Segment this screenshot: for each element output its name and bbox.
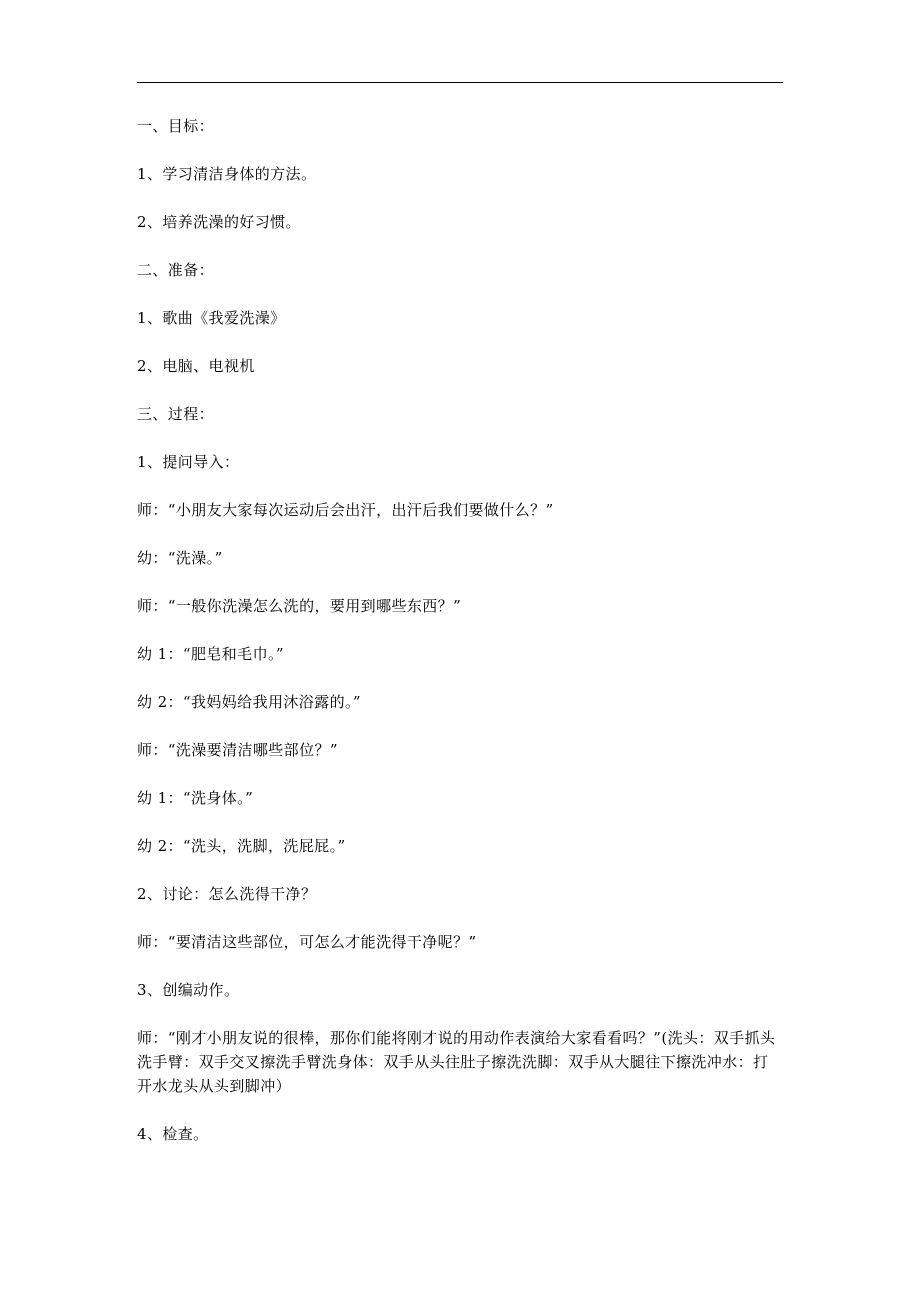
section-heading-preparation: 二、准备： [137, 261, 215, 279]
dialogue-line: 幼 2：“我妈妈给我用沐浴露的。” [137, 693, 361, 711]
process-step-heading: 2、讨论：怎么洗得干净？ [137, 885, 317, 903]
dialogue-paragraph: 师：“刚才小朋友说的很棒，那你们能将刚才说的用动作表演给大家看看吗？”(洗头：双手抓头洗手臂：双手交叉擦洗手臂洗身体：双手从头往肚子擦洗洗脚：双手从大腿往下擦洗冲水：打开水龙头从头到脚冲） [137, 1029, 776, 1095]
dialogue-line: 师：“小朋友大家每次运动后会出汗，出汗后我们要做什么？” [137, 501, 554, 519]
dialogue-line: 师：“洗澡要清洁哪些部位？” [137, 741, 338, 759]
header-rule [137, 82, 783, 83]
preparation-item: 1、歌曲《我爱洗澡》 [137, 309, 286, 327]
dialogue-line: 师：“一般你洗澡怎么洗的，要用到哪些东西？” [137, 597, 462, 615]
goal-item: 2、培养洗澡的好习惯。 [137, 213, 301, 231]
preparation-item: 2、电脑、电视机 [137, 357, 255, 375]
process-step-heading: 3、创编动作。 [137, 981, 240, 999]
dialogue-line: 幼 2：“洗头，洗脚，洗屁屁。” [137, 837, 346, 855]
dialogue-line: 师：“要清洁这些部位，可怎么才能洗得干净呢？” [137, 933, 477, 951]
dialogue-line: 幼 1：“肥皂和毛巾。” [137, 645, 284, 663]
section-heading-goals: 一、目标： [137, 117, 215, 135]
document-body [137, 114, 783, 1170]
section-heading-process: 三、过程： [137, 405, 215, 423]
dialogue-line: 幼 1：“洗身体。” [137, 789, 254, 807]
process-step-heading: 1、提问导入： [137, 453, 240, 471]
goal-item: 1、学习清洁身体的方法。 [137, 165, 317, 183]
dialogue-line: 幼：“洗澡。” [137, 549, 223, 567]
process-step-heading: 4、检查。 [137, 1125, 209, 1143]
